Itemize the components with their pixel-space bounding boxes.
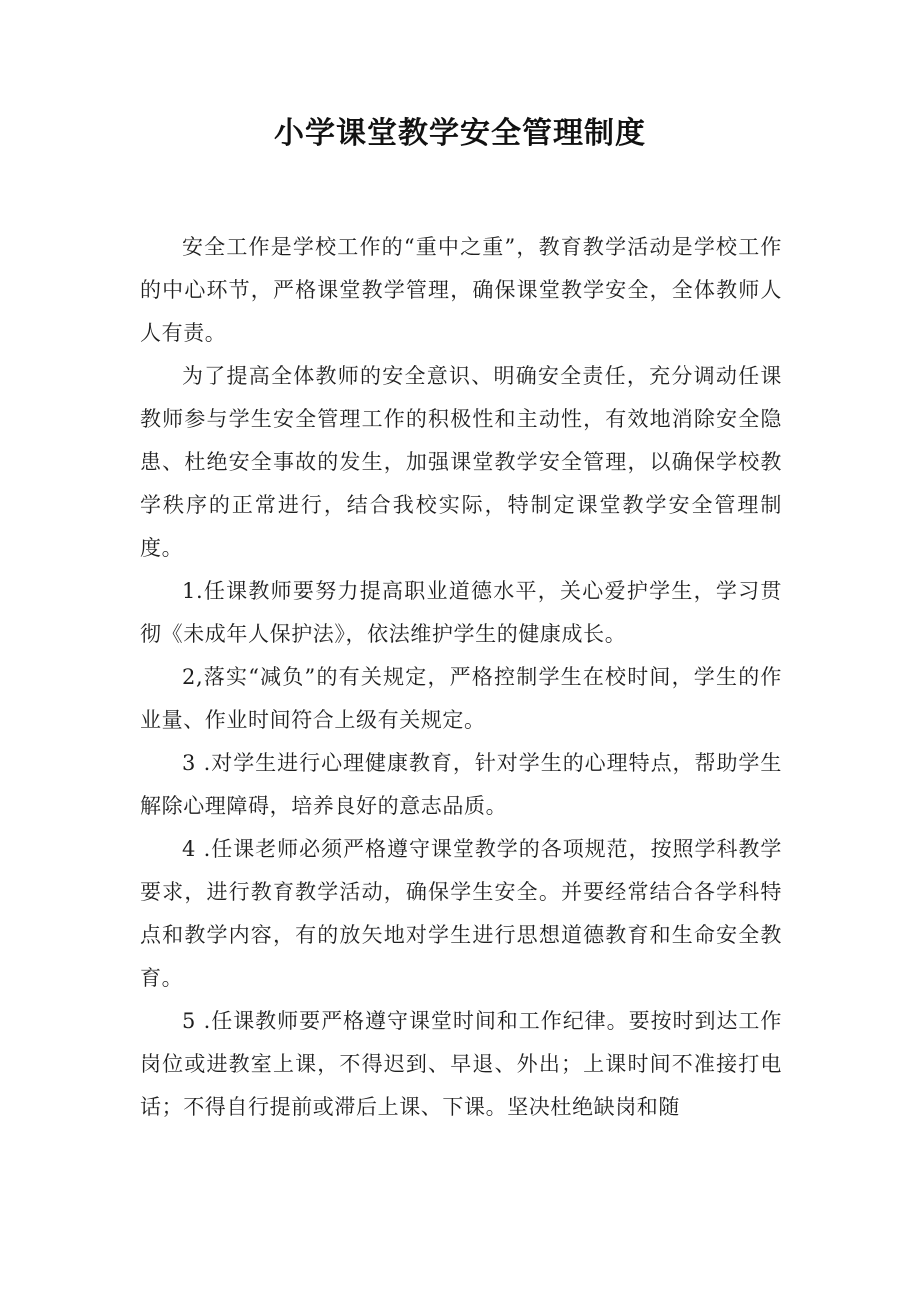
paragraph-item-2: 2,落实“减负”的有关规定，严格控制学生在校时间，学生的作业量、作业时间符合上级有关规定。: [140, 665, 782, 732]
paragraph-purpose: 为了提高全体教师的安全意识、明确安全责任，充分调动任课教师参与学生安全管理工作的积极性和主动性，有效地消除安全隐患、杜绝安全事故的发生，加强课堂教学安全管理，以确保学校教学秩序的正常进行，结合我校实际，特制定课堂教学安全管理制度。: [140, 364, 782, 560]
paragraph-item-1: 1.任课教师要努力提高职业道德水平，关心爱护学生，学习贯彻《未成年人保护法》，依法维护学生的健康成长。: [140, 579, 782, 646]
document-body: [140, 226, 782, 1129]
paragraph-item-5: 5 .任课教师要严格遵守课堂时间和工作纪律。要按时到达工作岗位或进教室上课，不得迟到、早退、外出；上课时间不准接打电话；不得自行提前或滞后上课、下课。坚决杜绝缺岗和随: [140, 1009, 782, 1119]
document-title: 小学课堂教学安全管理制度: [274, 116, 646, 151]
paragraph-item-3: 3 .对学生进行心理健康教育，针对学生的心理特点，帮助学生解除心理障碍，培养良好的意志品质。: [140, 751, 782, 818]
paragraph-intro: 安全工作是学校工作的“重中之重”，教育教学活动是学校工作的中心环节，严格课堂教学管理，确保课堂教学安全，全体教师人人有责。: [140, 235, 782, 345]
paragraph-item-4: 4 .任课老师必须严格遵守课堂教学的各项规范，按照学科教学要求，进行教育教学活动，确保学生安全。并要经常结合各学科特点和教学内容，有的放矢地对学生进行思想道德教育和生命安全教育。: [140, 837, 782, 990]
